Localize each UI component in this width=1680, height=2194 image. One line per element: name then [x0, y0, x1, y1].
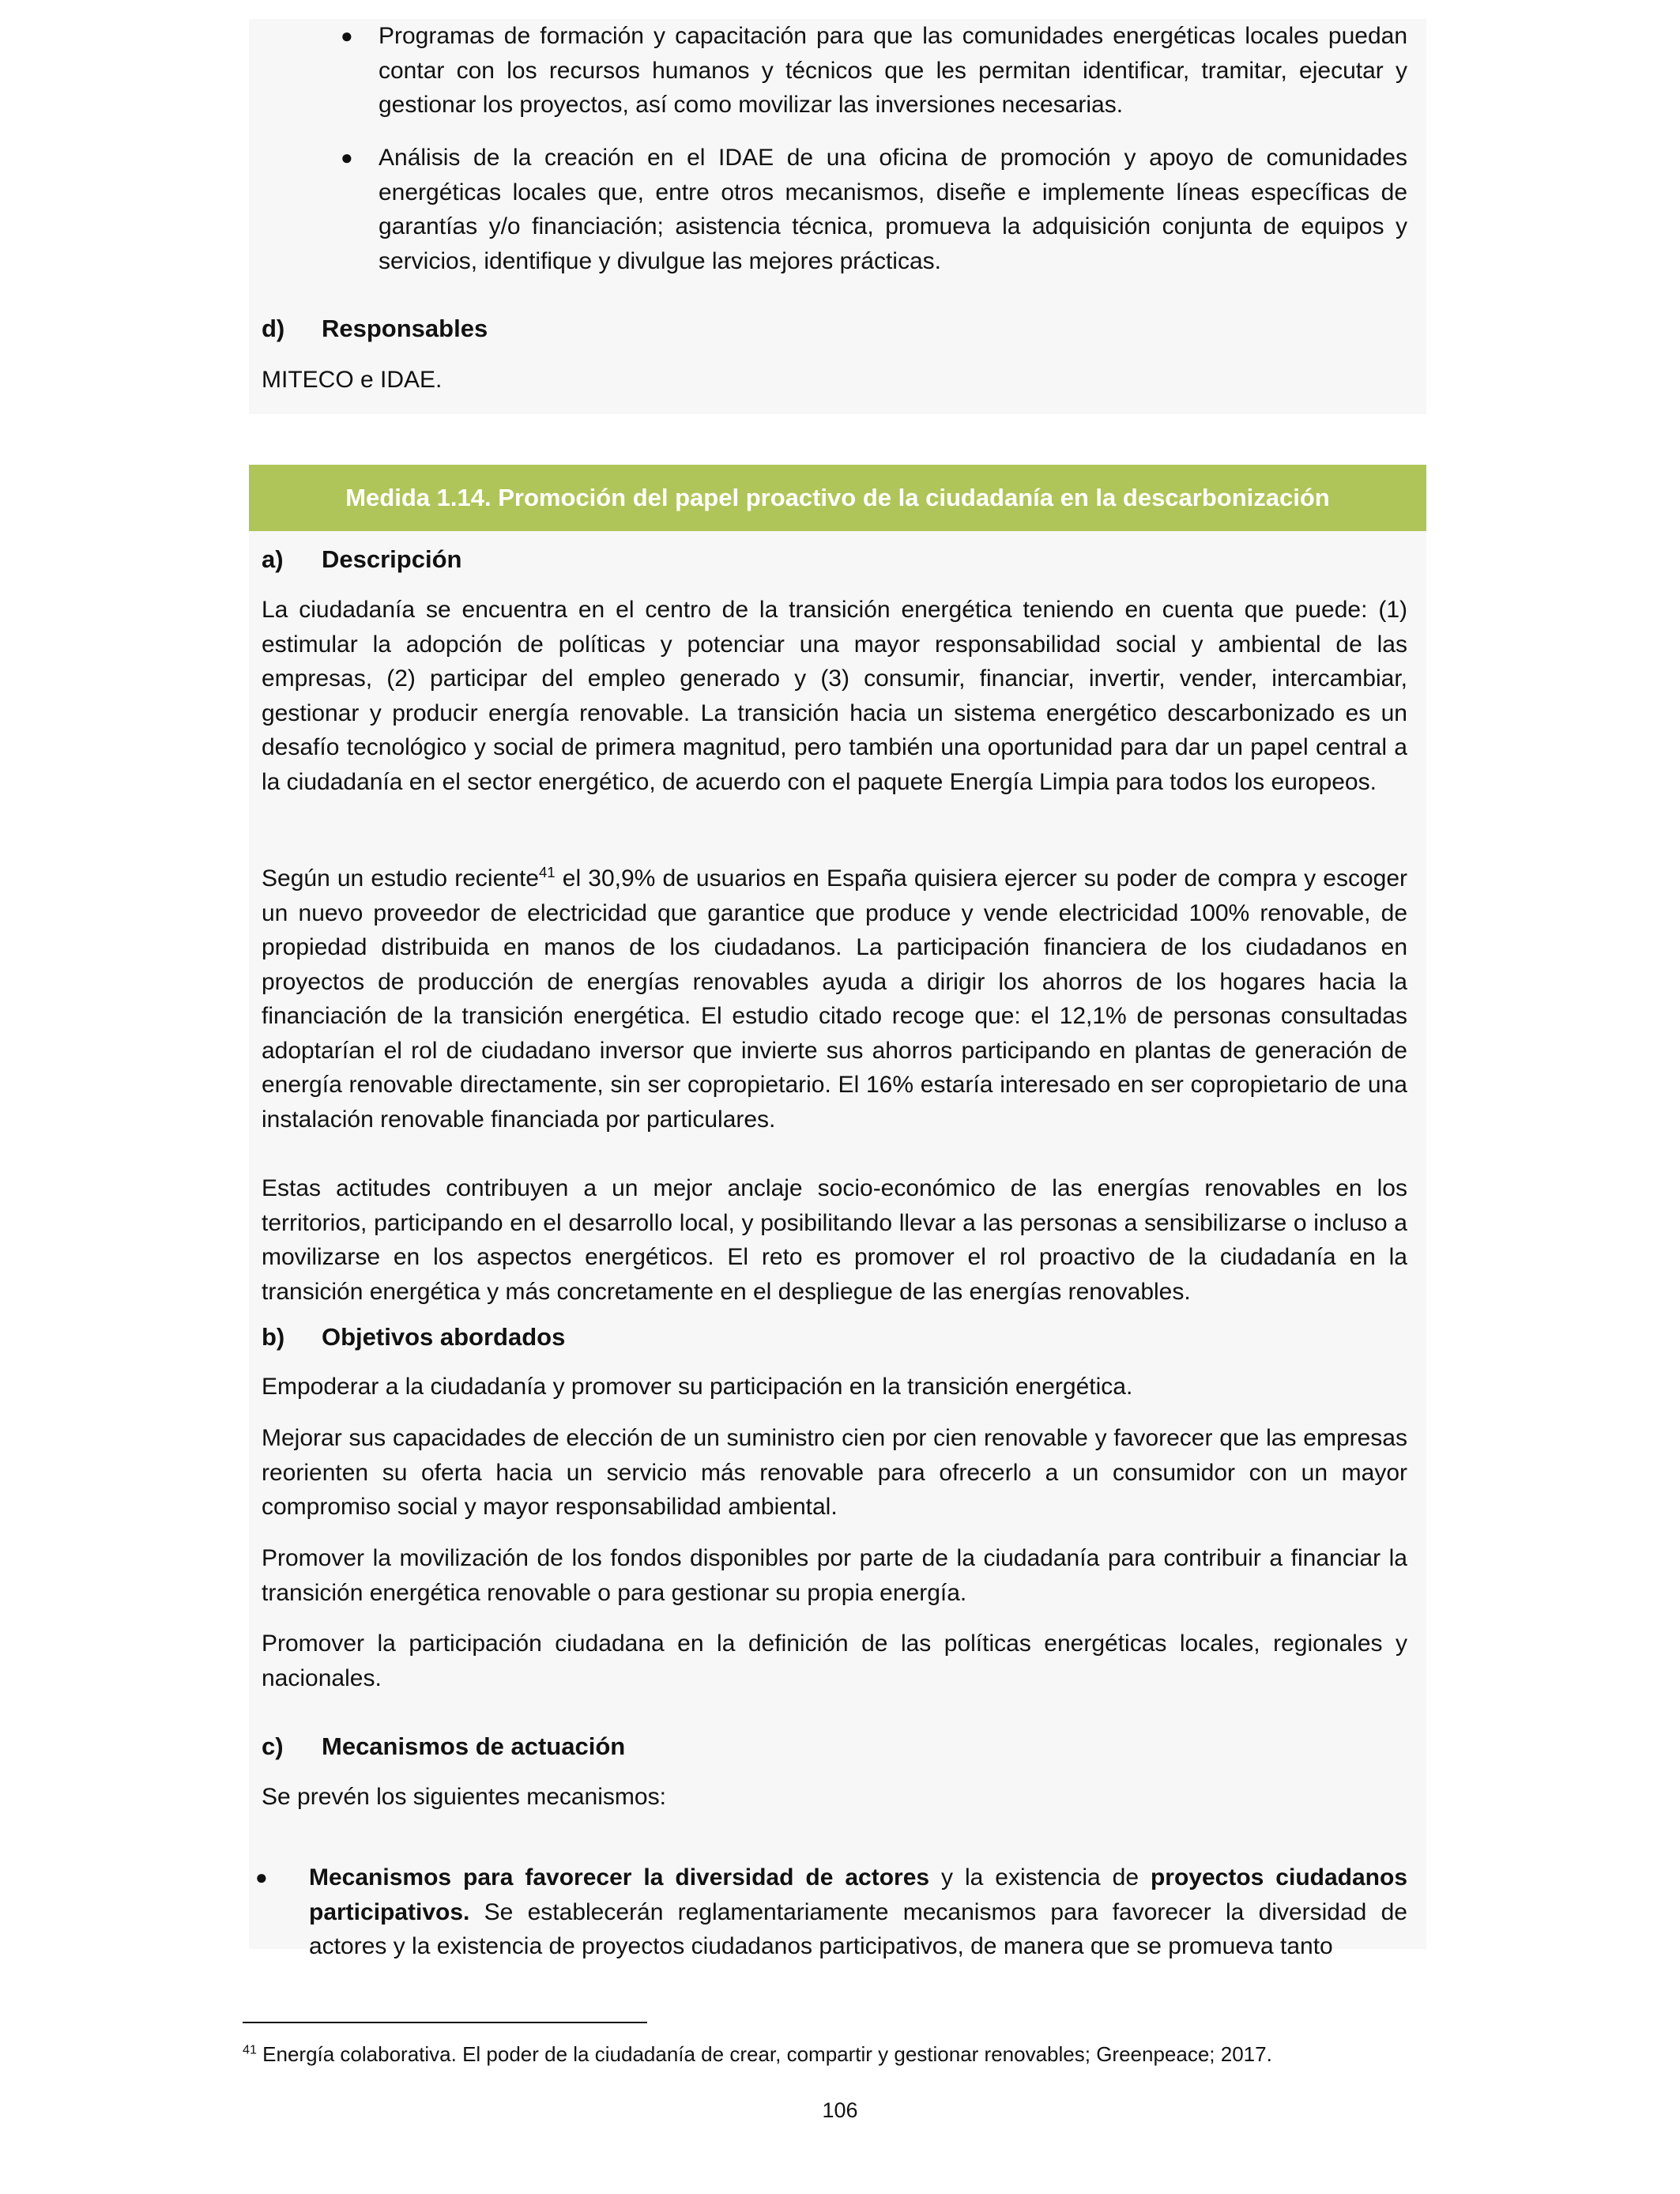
- objetivos-paragraph-4: Promover la participación ciudadana en la definición de las políticas energéticas locales, regionales y nacionales.: [262, 1630, 1407, 1691]
- section-heading-objetivos: [262, 1320, 815, 1355]
- section-label: Objetivos abordados: [322, 1323, 566, 1351]
- section-label: Responsables: [322, 315, 488, 342]
- previous-measure-panel: [249, 19, 1426, 414]
- measure-title-banner: [249, 465, 1426, 531]
- objetivos-paragraph-3: Promover la movilización de los fondos disponibles por parte de la ciudadanía para contribuir a financiar la transición energética renovable o para gestionar su propia energía.: [262, 1545, 1407, 1606]
- section-label: Mecanismos de actuación: [322, 1732, 626, 1760]
- objetivos-paragraph-2: Mejorar sus capacidades de elección de un suministro cien por cien renovable y favorecer que las empresas reorienten su oferta hacia un servicio más renovable para ofrecerlo a un consumidor con un mayor compromiso social y mayor responsabilidad ambiental.: [262, 1425, 1407, 1520]
- bullet-formacion: Programas de formación y capacitación para que las comunidades energéticas locales puedan contar con los recursos humanos y técnicos que les permitan identificar, tramitar, ejecutar y gestionar los proyectos, así como movilizar las inversiones necesarias.: [379, 23, 1407, 118]
- footnote-reference: 41: [538, 864, 556, 880]
- bold-text: Mecanismos para favorecer la diversidad de actores: [309, 1864, 930, 1891]
- responsables-text: MITECO e IDAE.: [262, 367, 443, 393]
- section-letter: d): [262, 315, 285, 342]
- paragraph-text: Según un estudio reciente: [262, 865, 539, 892]
- footnote-number: 41: [243, 2042, 257, 2057]
- section-label: Descripción: [322, 545, 462, 573]
- footnote-text: Energía colaborativa. El poder de la ciudadanía de crear, compartir y gestionar renovables; Greenpeace; 2017.: [256, 2042, 1272, 2066]
- section-heading-descripcion: [262, 542, 736, 577]
- bullet-text: Se establecerán reglamentariamente mecanismos para favorecer la diversidad de actores y la existencia de proyectos ciudadanos participativos, de manera que se promueva tanto: [309, 1898, 1407, 1959]
- bullet-diversidad-actores: [309, 1860, 1407, 1964]
- footnote: [243, 2039, 1428, 2069]
- bold-text: proyectos ciudadanos participativos.: [309, 1864, 1408, 1925]
- bullet-dot: ●: [341, 145, 353, 169]
- section-letter: c): [262, 1732, 284, 1760]
- section-letter: a): [262, 545, 284, 573]
- section-heading-mecanismos: [262, 1729, 815, 1764]
- bullet-text: y la existencia de: [929, 1864, 1151, 1891]
- measure-title: Medida 1.14. Promoción del papel proactivo de la ciudadanía en la descarbonización: [345, 484, 1330, 511]
- section-heading-responsables: [262, 311, 736, 346]
- bullet-dot: ●: [255, 1865, 268, 1889]
- paragraph-text: el 30,9% de usuarios en España quisiera ejercer su poder de compra y escoger un nuevo proveedor de electricidad que garantice que produce y vende electricidad 100% renovable, de propiedad distribuida en manos de los ciudadanos. La participación financiera de los ciudadanos en proyectos de producción de energías renovables ayuda a dirigir los ahorros de los hogares hacia la financiación de la transición energética. El estudio citado recoge que: el 12,1% de personas consultadas adoptarían el rol de ciudadano inversor que invierte sus ahorros participando en plantas de generación de energía renovable directamente, sin ser copropietario. El 16% estaría interesado en ser copropietario de una instalación renovable financiada por particulares.: [262, 865, 1407, 1133]
- bullet-oficina-idae: Análisis de la creación en el IDAE de una oficina de promoción y apoyo de comunidades energéticas locales que, entre otros mecanismos, diseñe e implemente líneas específicas de garantías y/o financiación; asistencia técnica, promueva la adquisición conjunta de equipos y servicios, identifique y divulgue las mejores prácticas.: [379, 145, 1407, 274]
- mecanismos-intro: Se prevén los siguientes mecanismos:: [262, 1784, 666, 1810]
- page-number: 106: [822, 2098, 858, 2122]
- footnote-separator: [243, 2022, 647, 2023]
- section-letter: b): [262, 1323, 285, 1351]
- objetivos-paragraph-1: Empoderar a la ciudadanía y promover su participación en la transición energética.: [262, 1374, 1133, 1400]
- descripcion-paragraph-2: [262, 861, 1407, 1137]
- measure-panel: [249, 465, 1426, 1959]
- descripcion-paragraph-3: Estas actitudes contribuyen a un mejor anclaje socio-económico de las energías renovables en los territorios, participando en el desarrollo local, y posibilitando llevar a las personas a sensibilizarse o incluso a movilizarse en los aspectos energéticos. El reto es promover el rol proactivo de la ciudadanía en la transición energética y más concretamente en el despliegue de las energías renovables.: [262, 1175, 1407, 1305]
- descripcion-paragraph-1: La ciudadanía se encuentra en el centro de la transición energética teniendo en cuenta que puede: (1) estimular la adopción de políticas y potenciar una mayor responsabilidad social y ambiental de las empresas, (2) participar del empleo generado y (3) consumir, financiar, invertir, vender, intercambiar, gestionar y producir energía renovable. La transición hacia un sistema energético descarbonizado es un desafío tecnológico y social de primera magnitud, pero también una oportunidad para dar un papel central a la ciudadanía en el sector energético, de acuerdo con el paquete Energía Limpia para todos los europeos.: [262, 597, 1407, 795]
- bullet-dot: ●: [341, 24, 353, 47]
